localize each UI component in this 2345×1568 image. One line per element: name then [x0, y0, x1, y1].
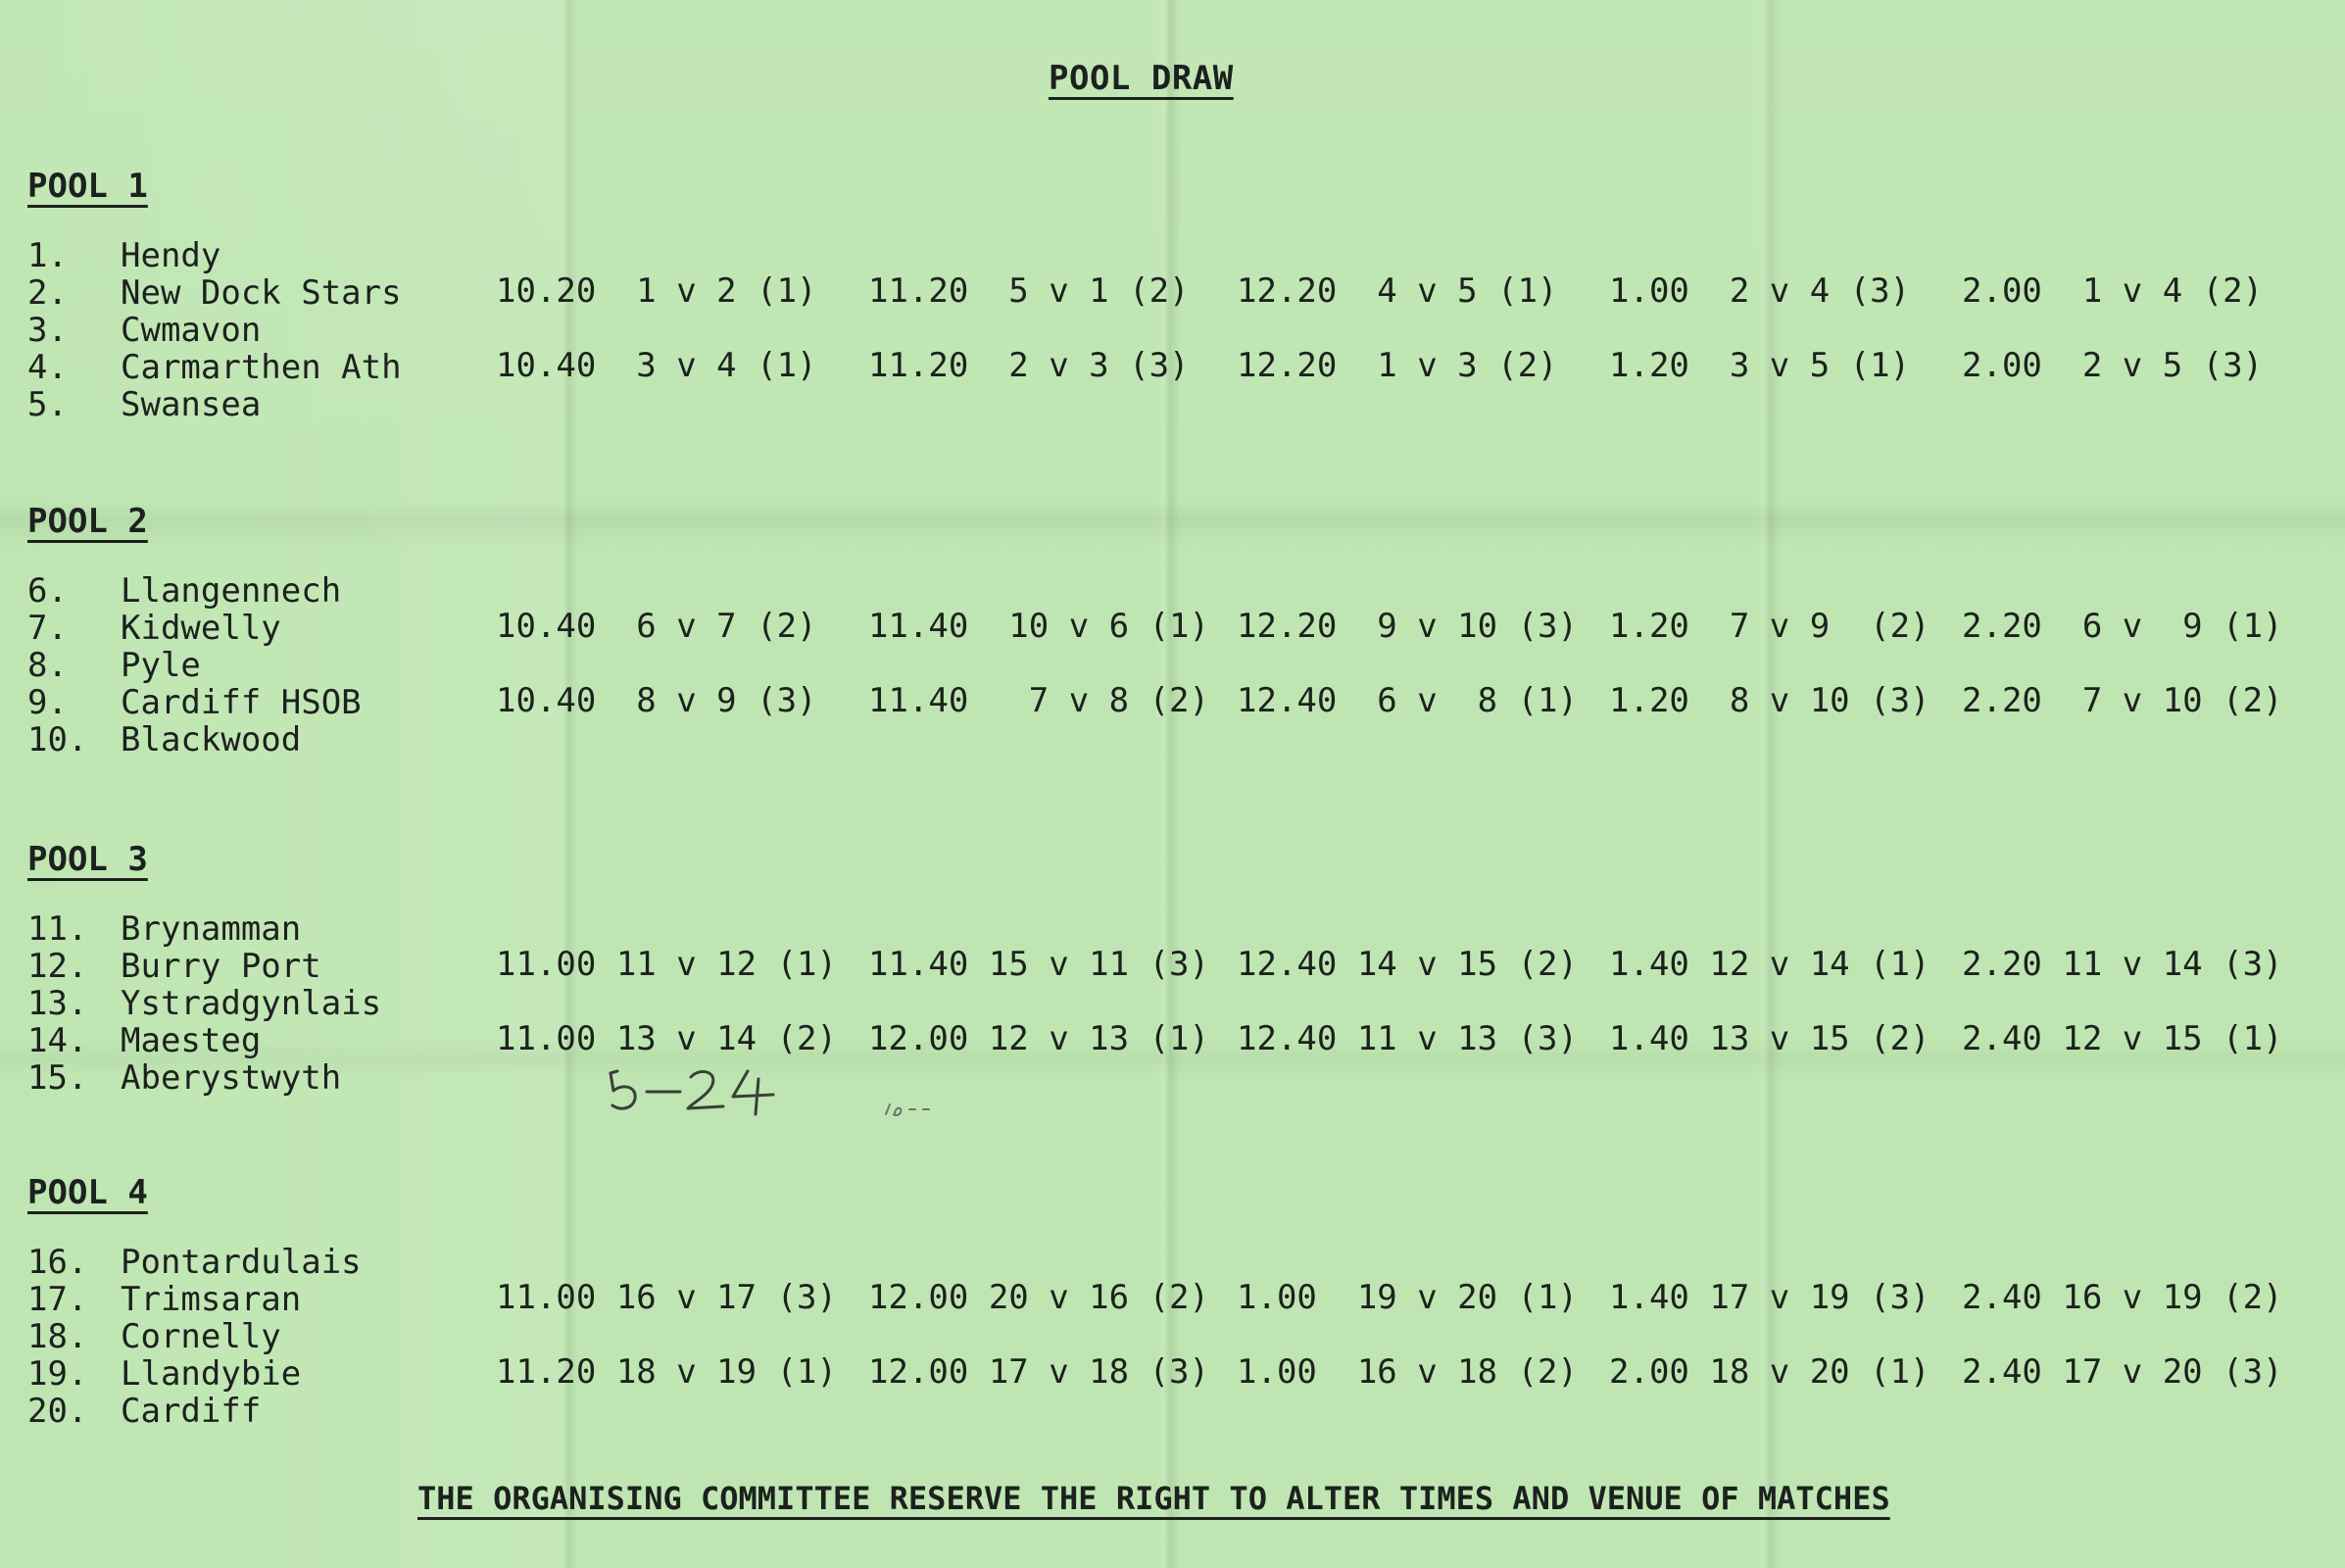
- team-number: 17.: [27, 1280, 88, 1319]
- pool-label: POOL 1: [27, 167, 148, 206]
- match-entry: 11.20 5 v 1 (2): [868, 271, 1190, 311]
- team-name: Pontardulais: [121, 1243, 362, 1282]
- team-name: Cardiff HSOB: [121, 683, 362, 722]
- team-name: Swansea: [121, 385, 262, 424]
- team-number: 14.: [27, 1021, 88, 1060]
- match-entry: 2.00 1 v 4 (2): [1962, 271, 2264, 311]
- match-row: [496, 1353, 2319, 1428]
- match-entry: 1.00 2 v 4 (3): [1609, 271, 1911, 311]
- match-entry: 12.00 17 v 18 (3): [868, 1352, 1209, 1392]
- team-name: Llangennech: [121, 571, 342, 611]
- team-number: 15.: [27, 1058, 88, 1098]
- team-list: [27, 1244, 488, 1430]
- faint-pencil-mark: [882, 1098, 960, 1121]
- team-number: 6.: [27, 571, 68, 611]
- organising-committee-notice: THE ORGANISING COMMITTEE RESERVE THE RIGHT TO ALTER TIMES AND VENUE OF MATCHES: [417, 1480, 1890, 1517]
- team-name: Maesteg: [121, 1021, 262, 1060]
- team-name: Blackwood: [121, 720, 302, 760]
- match-row: [496, 1279, 2319, 1353]
- match-entry: 11.20 2 v 3 (3): [868, 346, 1190, 385]
- match-entry: 12.40 14 v 15 (2): [1237, 945, 1578, 984]
- team-list: [27, 572, 488, 759]
- team-number: 16.: [27, 1243, 88, 1282]
- team-number: 5.: [27, 385, 68, 424]
- match-entry: 10.20 1 v 2 (1): [496, 271, 817, 311]
- match-entry: 2.40 12 v 15 (1): [1962, 1019, 2283, 1058]
- team-row: [27, 1244, 488, 1281]
- match-entry: 12.40 6 v 8 (1): [1237, 681, 1578, 720]
- team-name: Burry Port: [121, 947, 321, 986]
- match-entry: 12.00 12 v 13 (1): [868, 1019, 1209, 1058]
- match-row: [496, 272, 2319, 347]
- match-entry: 1.00 16 v 18 (2): [1237, 1352, 1578, 1392]
- team-row: [27, 237, 488, 274]
- team-row: [27, 1022, 488, 1059]
- team-row: [27, 647, 488, 684]
- team-number: 19.: [27, 1354, 88, 1394]
- match-entry: 1.20 3 v 5 (1): [1609, 346, 1911, 385]
- document-title: POOL DRAW: [1049, 59, 1234, 98]
- match-entry: 12.00 20 v 16 (2): [868, 1278, 1209, 1317]
- team-name: Pyle: [121, 646, 201, 685]
- team-row: [27, 1281, 488, 1318]
- team-row: [27, 1318, 488, 1355]
- pool-label: POOL 3: [27, 840, 148, 879]
- match-entry: 11.40 15 v 11 (3): [868, 945, 1209, 984]
- team-name: Kidwelly: [121, 609, 281, 648]
- match-entry: 11.00 13 v 14 (2): [496, 1019, 837, 1058]
- team-number: 13.: [27, 984, 88, 1023]
- match-entry: 11.20 18 v 19 (1): [496, 1352, 837, 1392]
- match-schedule: [496, 1279, 2319, 1428]
- team-row: [27, 1393, 488, 1430]
- team-number: 20.: [27, 1392, 88, 1431]
- team-row: [27, 1355, 488, 1393]
- match-entry: 12.20 4 v 5 (1): [1237, 271, 1558, 311]
- match-entry: 1.20 7 v 9 (2): [1609, 607, 1930, 646]
- team-row: [27, 910, 488, 948]
- team-row: [27, 349, 488, 386]
- match-entry: 11.40 7 v 8 (2): [868, 681, 1209, 720]
- team-name: Hendy: [121, 236, 221, 275]
- team-number: 1.: [27, 236, 68, 275]
- team-name: Trimsaran: [121, 1280, 302, 1319]
- match-entry: 2.40 16 v 19 (2): [1962, 1278, 2283, 1317]
- match-entry: 12.20 9 v 10 (3): [1237, 607, 1578, 646]
- team-name: Llandybie: [121, 1354, 302, 1394]
- team-row: [27, 312, 488, 349]
- match-entry: 2.00 18 v 20 (1): [1609, 1352, 1930, 1392]
- team-number: 8.: [27, 646, 68, 685]
- match-entry: 10.40 8 v 9 (3): [496, 681, 817, 720]
- match-entry: 11.00 11 v 12 (1): [496, 945, 837, 984]
- team-name: Carmarthen Ath: [121, 348, 402, 387]
- match-entry: 1.40 13 v 15 (2): [1609, 1019, 1930, 1058]
- team-name: Cwmavon: [121, 311, 262, 350]
- match-entry: 2.20 6 v 9 (1): [1962, 607, 2283, 646]
- team-name: Brynamman: [121, 909, 302, 949]
- match-entry: 12.40 11 v 13 (3): [1237, 1019, 1578, 1058]
- match-schedule: [496, 272, 2319, 421]
- team-number: 12.: [27, 947, 88, 986]
- match-entry: 1.20 8 v 10 (3): [1609, 681, 1930, 720]
- team-number: 7.: [27, 609, 68, 648]
- team-list: [27, 237, 488, 423]
- team-row: [27, 1059, 488, 1097]
- pool-label: POOL 2: [27, 502, 148, 541]
- team-row: [27, 610, 488, 647]
- match-entry: 12.20 1 v 3 (2): [1237, 346, 1558, 385]
- match-row: [496, 682, 2319, 757]
- match-entry: 1.40 12 v 14 (1): [1609, 945, 1930, 984]
- team-row: [27, 572, 488, 610]
- team-row: [27, 948, 488, 985]
- match-row: [496, 347, 2319, 421]
- match-entry: 10.40 3 v 4 (1): [496, 346, 817, 385]
- team-name: Aberystwyth: [121, 1058, 342, 1098]
- match-entry: 2.20 11 v 14 (3): [1962, 945, 2283, 984]
- team-list: [27, 910, 488, 1097]
- match-row: [496, 608, 2319, 682]
- team-number: 2.: [27, 273, 68, 313]
- match-entry: 11.40 10 v 6 (1): [868, 607, 1209, 646]
- match-entry: 2.20 7 v 10 (2): [1962, 681, 2283, 720]
- handwritten-score-mark: [606, 1063, 777, 1117]
- team-number: 4.: [27, 348, 68, 387]
- match-entry: 2.40 17 v 20 (3): [1962, 1352, 2283, 1392]
- team-row: [27, 684, 488, 721]
- team-row: [27, 985, 488, 1022]
- team-row: [27, 386, 488, 423]
- team-number: 9.: [27, 683, 68, 722]
- team-number: 3.: [27, 311, 68, 350]
- team-number: 10.: [27, 720, 88, 760]
- match-entry: 10.40 6 v 7 (2): [496, 607, 817, 646]
- team-name: New Dock Stars: [121, 273, 402, 313]
- team-name: Cornelly: [121, 1317, 281, 1356]
- match-schedule: [496, 608, 2319, 757]
- match-entry: 1.00 19 v 20 (1): [1237, 1278, 1578, 1317]
- match-entry: 11.00 16 v 17 (3): [496, 1278, 837, 1317]
- match-entry: 1.40 17 v 19 (3): [1609, 1278, 1930, 1317]
- match-entry: 2.00 2 v 5 (3): [1962, 346, 2264, 385]
- pool-label: POOL 4: [27, 1173, 148, 1212]
- team-row: [27, 274, 488, 312]
- team-name: Ystradgynlais: [121, 984, 382, 1023]
- team-number: 18.: [27, 1317, 88, 1356]
- team-row: [27, 721, 488, 759]
- match-row: [496, 946, 2319, 1020]
- team-number: 11.: [27, 909, 88, 949]
- team-name: Cardiff: [121, 1392, 262, 1431]
